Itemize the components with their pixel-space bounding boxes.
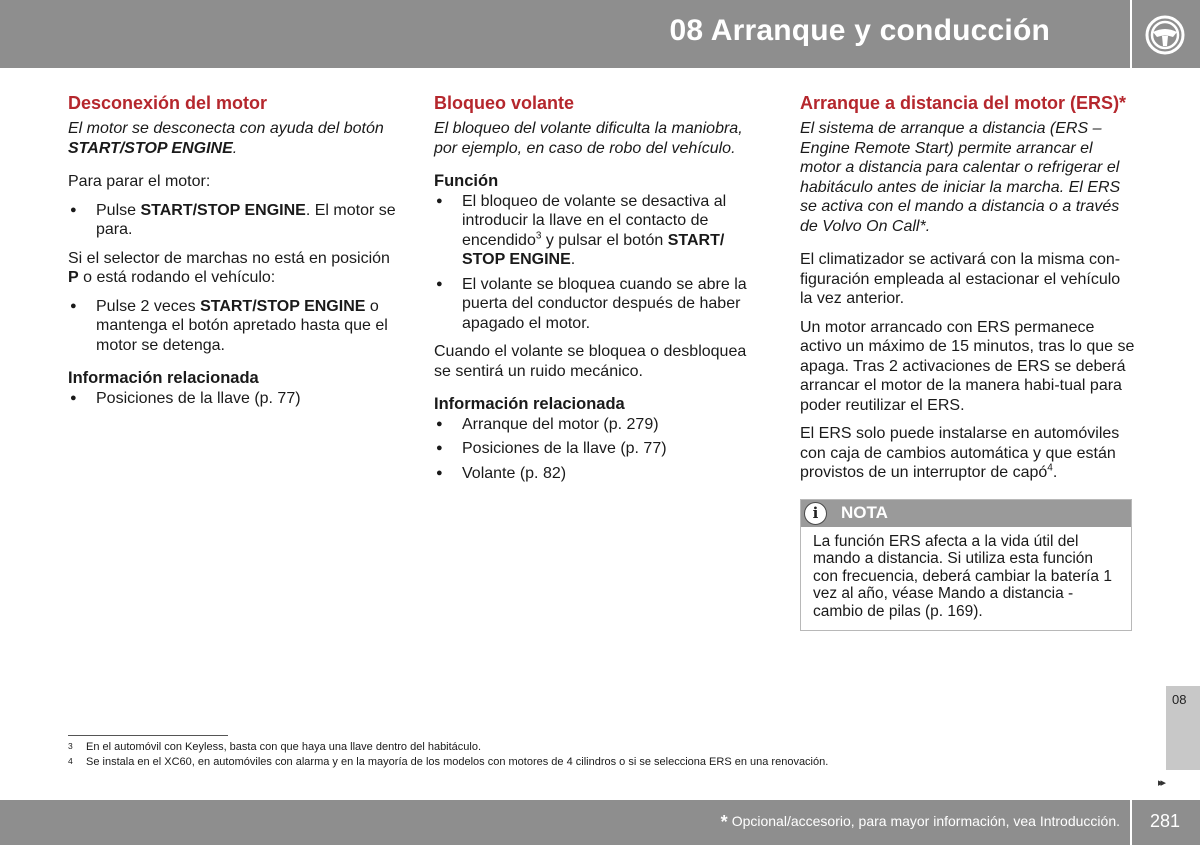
- chapter-tab-label: 08: [1172, 692, 1187, 707]
- related-link[interactable]: ● Posiciones de la llave (p. 77): [68, 389, 398, 409]
- page-number: 281: [1150, 811, 1181, 831]
- list-item: ● El volante se bloquea cuando se abre la puerta del conductor después de haber apagado el motor.: [434, 275, 759, 334]
- paragraph: El climatizador se activará con la misma con-figuración empleada al estacionar el vehículo la vez anterior.: [800, 251, 1121, 307]
- footnotes: [68, 740, 1128, 770]
- chapter-icon-box: [1132, 0, 1200, 68]
- note-label: NOTA: [841, 502, 888, 522]
- steering-wheel-icon: [1145, 15, 1185, 55]
- note-box: [800, 499, 1132, 632]
- footnote: 3 En el automóvil con Keyless, basta con que haya una llave dentro del habitáculo.: [68, 741, 482, 753]
- section-intro: El bloqueo del volante dificulta la maniobra, por ejemplo, en caso de robo del vehículo.: [434, 120, 743, 157]
- header-bar: [0, 0, 1130, 68]
- bullet-list: [68, 297, 398, 356]
- page-number-box: [1132, 800, 1200, 845]
- section-intro: El motor se desconecta con ayuda del botón START/STOP ENGINE.: [68, 120, 384, 157]
- chapter-side-tab[interactable]: [1166, 686, 1200, 770]
- function-heading: Función: [434, 172, 499, 190]
- footnote-divider: [68, 735, 228, 736]
- info-icon: i: [804, 502, 827, 525]
- paragraph: Un motor arrancado con ERS permanece activo un máximo de 15 minutos, tras lo que se apaga. Tras 2 activaciones de ERS se deberá arrancar el motor de la manera habi-tual para poder reutilizar el ERS.: [800, 318, 1135, 414]
- related-info-heading: Información relacionada: [434, 395, 625, 413]
- footer-bar: [0, 800, 1130, 845]
- section-title: Bloqueo volante: [434, 93, 575, 113]
- list-item: ● Pulse START/STOP ENGINE. El motor se para.: [68, 201, 398, 240]
- related-link[interactable]: ● Volante (p. 82): [434, 464, 759, 484]
- note-header: [801, 500, 1131, 527]
- chapter-title: 08 Arranque y conducción: [669, 14, 1050, 47]
- list-item: ● Pulse 2 veces START/STOP ENGINE o mantenga el botón apretado hasta que el motor se detenga.: [68, 297, 398, 356]
- paragraph: El ERS solo puede instalarse en automóviles con caja de cambios automática y que están provistos de un interruptor de capó$^4$.: [800, 425, 1120, 481]
- related-link[interactable]: ● Posiciones de la llave (p. 77): [434, 439, 759, 459]
- footer-note: * Opcional/accesorio, para mayor información, vea Introducción.: [720, 812, 1120, 832]
- related-info-list: [68, 389, 398, 409]
- related-info-heading: Información relacionada: [68, 369, 259, 387]
- section-engine-stop: [68, 92, 398, 417]
- bullet-list: [68, 201, 398, 240]
- related-link[interactable]: ● Arranque del motor (p. 279): [434, 415, 759, 435]
- section-steering-lock: [434, 92, 759, 492]
- section-remote-start: [800, 92, 1135, 631]
- paragraph: Para parar el motor:: [68, 173, 211, 190]
- paragraph: Si el selector de marchas no está en posición P o está rodando el vehículo:: [68, 249, 390, 286]
- continue-arrow-icon: ▸▸: [1158, 777, 1164, 789]
- section-title: Desconexión del motor: [68, 93, 268, 113]
- section-intro: El sistema de arranque a distancia (ERS – Engine Remote Start) permite arrancar el motor a distancia para calentar o refrigerar el habitáculo antes de iniciar la marcha. El ERS se activa con el mando a distancia o a través de Volvo On Call*.: [800, 120, 1121, 235]
- paragraph: Cuando el volante se bloquea o desbloquea se sentirá un ruido mecánico.: [434, 343, 747, 380]
- footnote: 4 Se instala en el XC60, en automóviles con alarma y en la mayoría de los modelos con motores de 4 cilindros o si se selecciona ERS en una renovación.: [68, 756, 829, 768]
- related-info-list: [434, 415, 759, 484]
- list-item: ● El bloqueo de volante se desactiva al introducir la llave en el contacto de encendido$^3$ y pulsar el botón START/ STOP ENGINE.: [434, 192, 759, 270]
- section-title: Arranque a distancia del motor (ERS)*: [800, 93, 1127, 113]
- note-text: La función ERS afecta a la vida útil del mando a distancia. Si utiliza esta función con frecuencia, deberá cambiar la batería 1 vez al año, véase Mando a distancia - cambio de pilas (p. 169).: [813, 532, 1112, 620]
- bullet-list: [434, 192, 759, 334]
